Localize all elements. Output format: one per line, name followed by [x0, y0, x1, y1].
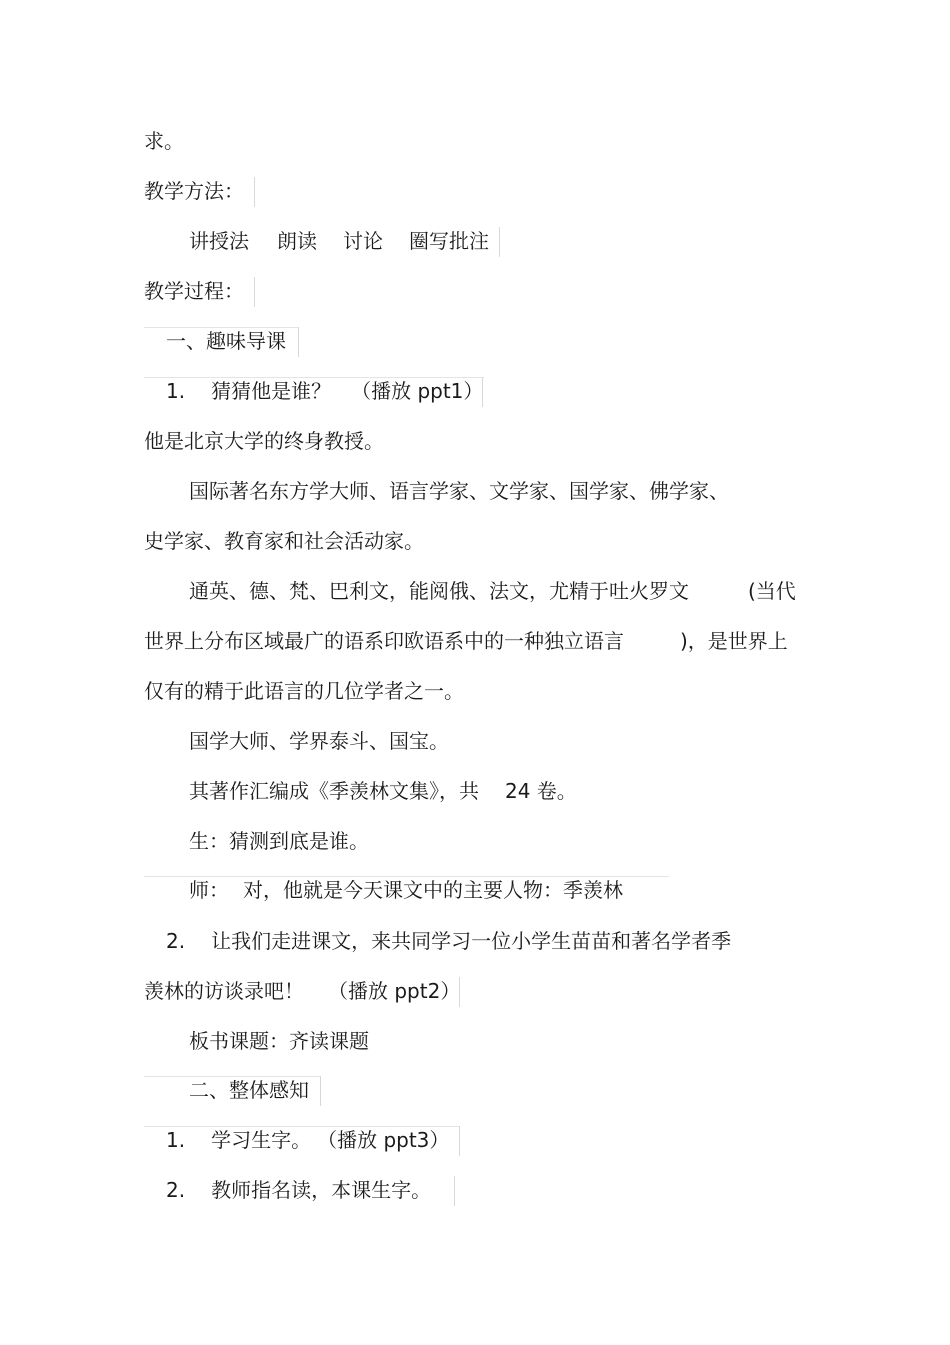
text-line: 板书课题：齐读课题: [189, 1029, 369, 1053]
text-line: [189, 777, 577, 805]
item-number: 1.: [166, 1128, 186, 1152]
item-note: （播放 ppt3）: [317, 1128, 450, 1152]
text-line: 求。: [144, 129, 184, 153]
text-line: (当代: [748, 579, 796, 603]
text-line: 通英、德、梵、巴利文，能阅俄、法文，尤精于吐火罗文: [189, 579, 689, 603]
text-span: 对，他就是今天课文中的主要人物：季羡林: [243, 878, 623, 902]
text-line: 史学家、教育家和社会活动家。: [144, 529, 424, 553]
divider: [482, 377, 483, 407]
method-item: 讲授法: [189, 229, 249, 253]
divider: [298, 327, 299, 357]
text-line: 国际著名东方学大师、语言学家、文学家、国学家、佛学家、: [189, 479, 729, 503]
section-heading-overview: 二、整体感知: [189, 1078, 309, 1102]
text-span: 其著作汇编成《季羡林文集》，共: [189, 779, 479, 803]
item-number: 2.: [166, 929, 186, 953]
divider: [459, 977, 460, 1007]
text-span: 师：: [189, 878, 229, 902]
section-heading-process: 教学过程：: [144, 279, 244, 303]
divider: [499, 227, 500, 257]
text-line: [144, 977, 460, 1005]
text-span: 羡林的访谈录吧！: [144, 979, 304, 1003]
text-line: 生：猜测到底是谁。: [189, 829, 369, 853]
numbered-item: [166, 1126, 449, 1154]
item-number: 1.: [166, 379, 186, 403]
item-text: 猜猜他是谁？: [211, 379, 332, 403]
item-number: 2.: [166, 1178, 186, 1202]
method-item: 圈写批注: [409, 229, 489, 253]
divider: [459, 1126, 460, 1156]
item-text: 学习生字。: [211, 1128, 312, 1152]
divider: [320, 1076, 321, 1106]
numbered-item: [166, 1176, 431, 1204]
divider: [254, 277, 255, 307]
method-item: 讨论: [343, 229, 383, 253]
item-text: 教师指名读，本课生字。: [211, 1178, 432, 1202]
text-line: 世界上分布区域最广的语系印欧语系中的一种独立语言: [144, 629, 624, 653]
text-line: 他是北京大学的终身教授。: [144, 429, 384, 453]
text-line: )，是世界上: [680, 629, 788, 653]
divider: [254, 177, 255, 207]
divider: [454, 1176, 455, 1206]
text-span: 24 卷。: [505, 779, 577, 803]
method-list: [189, 227, 489, 255]
item-note: （播放 ppt2）: [328, 979, 461, 1003]
numbered-item: [166, 377, 483, 405]
numbered-item: [166, 927, 731, 955]
section-heading-method: 教学方法：: [144, 179, 244, 203]
item-note: （播放 ppt1）: [351, 379, 484, 403]
text-line: 仅有的精于此语言的几位学者之一。: [144, 679, 464, 703]
text-line: 国学大师、学界泰斗、国宝。: [189, 729, 449, 753]
text-line: [189, 876, 623, 904]
section-heading-intro: 一、趣味导课: [166, 329, 286, 353]
method-item: 朗读: [277, 229, 317, 253]
item-text: 让我们走进课文，来共同学习一位小学生苗苗和著名学者季: [211, 929, 732, 953]
